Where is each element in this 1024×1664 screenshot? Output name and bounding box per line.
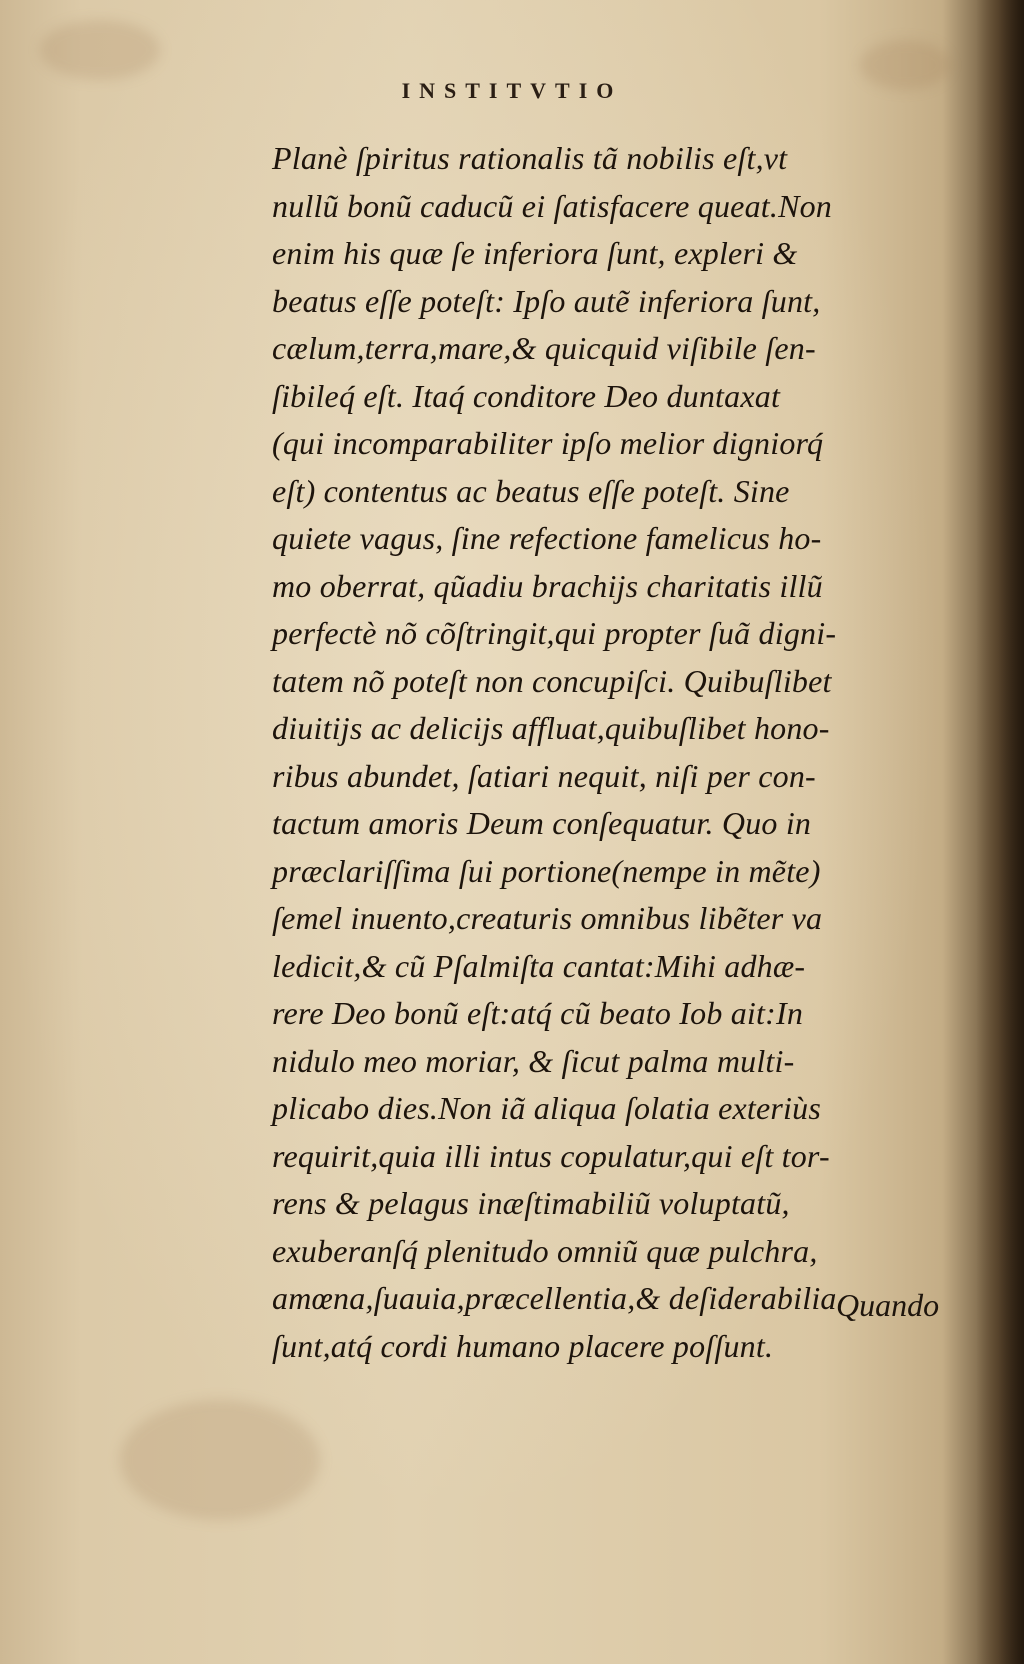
catchword: Quando — [836, 1287, 940, 1323]
running-head: INSTITVTIO — [401, 78, 623, 103]
text-line: (qui incomparabiliter ipſo melior digniorq́ — [272, 425, 824, 461]
text-line: ſibileq́ eſt. Itaq́ conditore Deo duntaxat — [272, 377, 781, 414]
text-line: ſunt,atq́ cordi humano placere poſſunt. — [272, 1327, 774, 1364]
paper-stain — [120, 1400, 320, 1520]
text-line: tactum amoris Deum conſequatur. Quo in — [272, 805, 812, 841]
text-line: nidulo meo moriar, & ſicut palma multi- — [272, 1042, 795, 1079]
paper-stain — [40, 20, 160, 80]
text-line: enim his quæ ſe inferiora ſunt, expleri & — [272, 235, 798, 271]
text-line: Planè ſpiritus rationalis tã nobilis eſt,vt — [272, 140, 788, 176]
body-text — [272, 135, 952, 1370]
text-line: exuberanſq́ plenitudo omniũ quæ pulchra, — [272, 1232, 818, 1269]
text-line: ledicit,& cũ Pſalmiſta cantat:Mihi adhæ- — [272, 947, 806, 984]
text-line: nullũ bonũ caducũ ei ſatisfacere queat.Non — [272, 187, 833, 224]
text-line: perfectè nõ cõſtringit,qui propter ſuã digni- — [272, 615, 837, 651]
text-line: mo oberrat, qũadiu brachijs charitatis illũ — [272, 567, 823, 604]
text-line: beatus eſſe poteſt: Ipſo autẽ inferiora ſunt, — [272, 282, 821, 319]
text-line: ribus abundet, ſatiari nequit, niſi per con- — [272, 757, 816, 794]
spine-shadow — [976, 0, 1024, 1664]
text-line: cælum,terra,mare,& quicquid viſibile ſen- — [272, 330, 816, 366]
text-line: ſemel inuento,creaturis omnibus libẽter va — [272, 900, 823, 936]
text-line: quiete vagus, ſine refectione famelicus ho- — [272, 520, 822, 556]
text-line: rens & pelagus inæſtimabiliũ voluptatũ, — [272, 1185, 790, 1221]
text-line: requirit,quia illi intus copulatur,qui eſt tor- — [272, 1137, 830, 1174]
text-line: præclariſſima ſui portione(nempe in mẽte) — [272, 852, 821, 889]
text-line: plicabo dies.Non iã aliqua ſolatia exteriùs — [272, 1090, 822, 1126]
text-line: tatem nõ poteſt non concupiſci. Quibuſlibet — [272, 662, 832, 699]
text-line: eſt) contentus ac beatus eſſe poteſt. Sine — [272, 472, 790, 509]
text-line: rere Deo bonũ eſt:atq́ cũ beato Iob ait:In — [272, 995, 804, 1031]
text-line: diuitijs ac delicijs affluat,quibuſlibet hono- — [272, 710, 830, 746]
text-line: amœna,ſuauia,præcellentia,& deſiderabilia — [272, 1280, 837, 1316]
